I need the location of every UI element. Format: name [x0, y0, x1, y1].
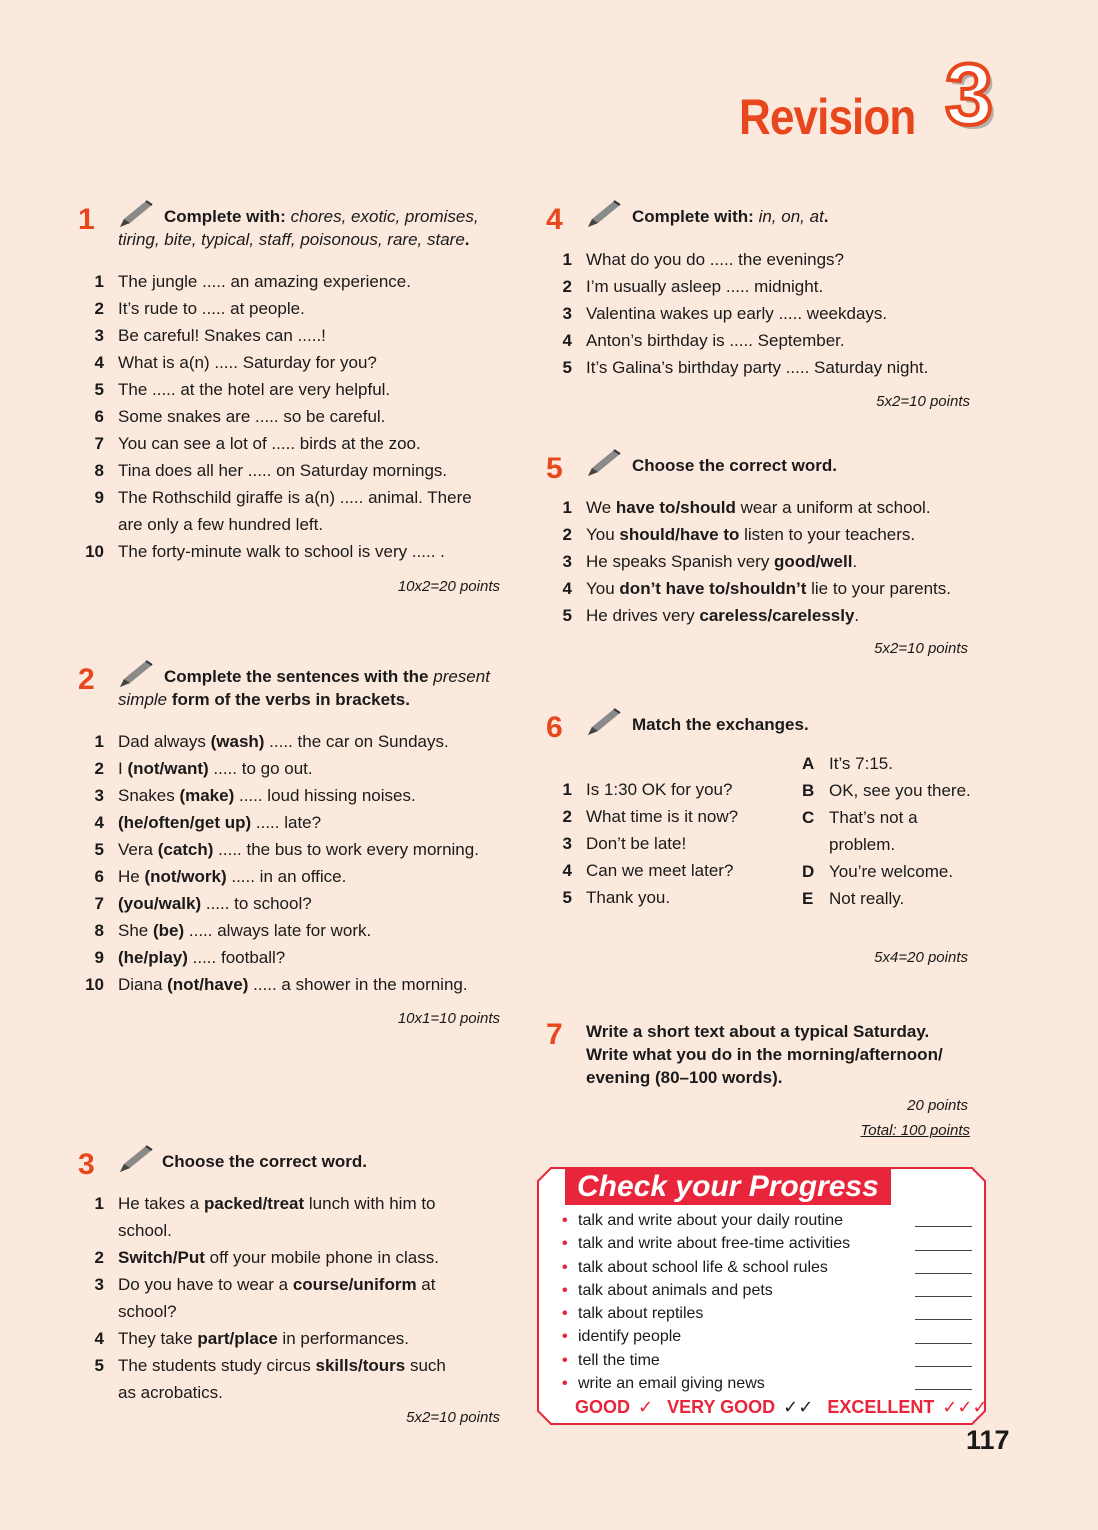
- item-text-post: lie to your parents.: [806, 579, 951, 598]
- exercise-item: [78, 728, 500, 755]
- exercise-item: [546, 884, 776, 911]
- item-text-bold: Switch/Put: [118, 1248, 205, 1267]
- check-mark-icon: ✓✓✓: [942, 1397, 988, 1417]
- item-text: You can see a lot of ..... birds at the zoo.: [118, 434, 421, 453]
- item-number: 5: [94, 840, 104, 859]
- exercise-1: [78, 205, 500, 600]
- item-number: 6: [94, 867, 104, 886]
- progress-item-label: talk about school life & school rules: [578, 1258, 828, 1276]
- answer-blank-line[interactable]: [915, 1226, 972, 1227]
- item-text-post: at school?: [118, 1275, 436, 1321]
- item-text-pre: She: [118, 921, 153, 940]
- item-number: 1: [562, 250, 572, 269]
- exercise-item: [78, 349, 500, 376]
- bullet-icon: •: [562, 1212, 568, 1229]
- progress-item-label: write an email giving news: [578, 1375, 765, 1393]
- bullet-icon: •: [562, 1351, 568, 1369]
- progress-list: [562, 1209, 972, 1395]
- progress-item-label: tell the time: [578, 1351, 660, 1369]
- exercise-item: [78, 1325, 468, 1352]
- exercise-item: [546, 246, 970, 273]
- exercise-instruction: Complete with: chores, exotic, promises, tiring, bite, typical, staff, poisonous, rare, stare.: [118, 207, 479, 249]
- item-text-pre: The students study circus: [118, 1356, 316, 1375]
- item-number: 3: [94, 1275, 104, 1294]
- exercise-number: 1: [78, 203, 95, 236]
- exercise-item: [546, 575, 970, 602]
- exercise-instruction: Complete the sentences with the present simple form of the verbs in brackets.: [118, 667, 490, 709]
- exercise-item: [78, 971, 500, 998]
- progress-item-label: talk and write about your daily routine: [578, 1212, 844, 1229]
- page-number: 117: [966, 1425, 1010, 1455]
- answer-blank-line[interactable]: [915, 1250, 972, 1251]
- item-text-post: ..... in an office.: [226, 867, 347, 886]
- exercise-item: [546, 300, 970, 327]
- item-text-bold: should/have to: [619, 525, 740, 544]
- item-number: 5: [562, 606, 572, 625]
- item-text: The ..... at the hotel are very helpful.: [118, 380, 391, 399]
- exercise-item: [78, 836, 500, 863]
- check-mark-icon: ✓✓: [783, 1397, 814, 1417]
- item-number: 5: [94, 1356, 104, 1375]
- item-number: 1: [562, 780, 572, 799]
- exercise-item: [546, 354, 970, 381]
- item-text: The jungle ..... an amazing experience.: [118, 272, 411, 291]
- exercise-3: [78, 1150, 500, 1430]
- exercise-item: [78, 484, 500, 538]
- bullet-icon: •: [562, 1258, 568, 1276]
- revision-title: Revision: [738, 89, 915, 145]
- progress-title: Check your Progress: [565, 1169, 891, 1205]
- exercise-item: [78, 376, 500, 403]
- exercise-item: [78, 917, 500, 944]
- match-left-list: [546, 776, 776, 911]
- item-list: [78, 728, 500, 998]
- item-number: 1: [562, 498, 572, 517]
- progress-item: [562, 1349, 972, 1372]
- check-your-progress-box: [537, 1167, 986, 1425]
- exercise-item: [546, 521, 970, 548]
- item-text: Anton’s birthday is ..... September.: [586, 331, 845, 350]
- exercise-item: [546, 548, 970, 575]
- exercise-item: [78, 944, 500, 971]
- progress-item: [562, 1209, 972, 1232]
- total-points-label: Total: 100 points: [860, 1122, 970, 1139]
- progress-item: [562, 1302, 972, 1325]
- exercise-number: 2: [78, 663, 95, 696]
- item-text: Is 1:30 OK for you?: [586, 780, 733, 799]
- item-text-bold: (he/often/get up): [118, 813, 252, 832]
- exercise-item: [78, 457, 500, 484]
- exercise-item: [546, 776, 776, 803]
- progress-item-label: identify people: [578, 1328, 682, 1346]
- item-text-pre: Snakes: [118, 786, 180, 805]
- item-text-bold: (not/have): [167, 975, 249, 994]
- item-text: Not really.: [829, 889, 905, 908]
- item-number: D: [802, 862, 815, 881]
- progress-item: [562, 1232, 972, 1255]
- item-text-post: wear a uniform at school.: [735, 498, 931, 517]
- item-text-bold: have to/should: [615, 498, 736, 517]
- item-number: 2: [562, 277, 572, 296]
- item-text: OK, see you there.: [829, 781, 971, 800]
- pencil-icon: [584, 707, 624, 739]
- exercise-item: [78, 1244, 468, 1271]
- item-text-post: lunch with him to school.: [118, 1194, 436, 1240]
- item-text-pre: He: [118, 867, 145, 886]
- item-text-pre: You: [586, 525, 620, 544]
- points-label: 10x1=10 points: [397, 1010, 500, 1027]
- item-text-post: ..... late?: [251, 813, 322, 832]
- item-text: It’s 7:15.: [829, 754, 893, 773]
- item-text-pre: He speaks Spanish very: [586, 552, 775, 571]
- item-text-bold: (catch): [157, 840, 214, 859]
- exercise-item: [802, 750, 972, 777]
- item-text-bold: (he/play): [118, 948, 188, 967]
- bullet-icon: •: [562, 1328, 568, 1346]
- bullet-icon: •: [562, 1235, 568, 1253]
- item-text: Don’t be late!: [586, 834, 687, 853]
- exercise-2: [78, 665, 500, 1030]
- points-label: 20 points: [907, 1097, 968, 1114]
- item-text-post: ..... to go out.: [208, 759, 313, 778]
- progress-item-label: talk and write about free-time activities: [578, 1235, 851, 1253]
- exercise-item: [78, 538, 500, 565]
- item-text-post: in performances.: [277, 1329, 410, 1348]
- item-text-bold: careless/carelessly: [699, 606, 855, 625]
- item-text: Valentina wakes up early ..... weekdays.: [586, 304, 888, 323]
- exercise-number: 5: [546, 452, 563, 485]
- item-text-post: .: [852, 552, 858, 571]
- exercise-6: [546, 713, 970, 973]
- item-text: The forty-minute walk to school is very ..... .: [118, 542, 445, 561]
- item-number: C: [802, 808, 815, 827]
- item-number: 4: [94, 353, 104, 372]
- bullet-icon: •: [562, 1375, 568, 1393]
- item-number: 10: [85, 975, 104, 994]
- item-text-pre: He takes a: [118, 1194, 204, 1213]
- item-number: 2: [562, 525, 572, 544]
- page-header: [693, 47, 993, 145]
- exercise-item: [78, 809, 500, 836]
- item-number: 2: [94, 299, 104, 318]
- item-number: 5: [94, 380, 104, 399]
- exercise-number: 7: [546, 1018, 563, 1051]
- legend-label: GOOD: [575, 1397, 631, 1417]
- item-text: The Rothschild giraffe is a(n) ..... animal. There are only a few hundred left.: [118, 488, 472, 534]
- answer-blank-line[interactable]: [915, 1296, 972, 1297]
- item-number: B: [802, 781, 815, 800]
- item-text: What do you do ..... the evenings?: [586, 250, 844, 269]
- exercise-instruction: Complete with: in, on, at.: [632, 207, 829, 226]
- legend-label: VERY GOOD: [667, 1397, 776, 1417]
- item-text: Thank you.: [586, 888, 671, 907]
- item-text-pre: You: [586, 579, 620, 598]
- exercise-item: [78, 863, 500, 890]
- exercise-item: [78, 1352, 468, 1406]
- item-number: E: [802, 889, 814, 908]
- item-text: Be careful! Snakes can .....!: [118, 326, 326, 345]
- item-list: [78, 268, 500, 565]
- pencil-icon: [116, 1144, 156, 1176]
- exercise-item: [802, 777, 972, 804]
- item-text-bold: don’t have to/shouldn’t: [619, 579, 807, 598]
- item-number: 1: [94, 732, 104, 751]
- item-number: 1: [94, 272, 104, 291]
- item-text-pre: Vera: [118, 840, 158, 859]
- item-text: That’s not a problem.: [829, 808, 918, 854]
- item-text: It’s rude to ..... at people.: [118, 299, 305, 318]
- item-number: 9: [94, 488, 104, 507]
- item-text-pre: Dad always: [118, 732, 211, 751]
- item-text-bold: (be): [152, 921, 185, 940]
- item-number: 4: [94, 1329, 104, 1348]
- item-text: What time is it now?: [586, 807, 739, 826]
- item-text-bold: skills/tours: [315, 1356, 406, 1375]
- item-list: [78, 1190, 468, 1406]
- item-number: 2: [562, 807, 572, 826]
- answer-blank-line[interactable]: [915, 1389, 972, 1390]
- item-number: A: [802, 754, 815, 773]
- item-text-post: listen to your teachers.: [739, 525, 916, 544]
- item-number: 4: [562, 331, 572, 350]
- exercise-5: [546, 454, 970, 659]
- points-label: 5x2=10 points: [406, 1409, 500, 1426]
- exercise-instruction: Choose the correct word.: [632, 456, 837, 475]
- points-label: 10x2=20 points: [397, 578, 500, 595]
- exercise-7: [546, 1020, 970, 1142]
- item-number: 8: [94, 461, 104, 480]
- item-text-bold: (wash): [210, 732, 265, 751]
- points-label: 5x2=10 points: [874, 640, 968, 657]
- progress-item: [562, 1325, 972, 1348]
- item-text-bold: course/uniform: [292, 1275, 417, 1294]
- exercise-item: [546, 273, 970, 300]
- item-text-bold: (not/want): [127, 759, 209, 778]
- item-number: 2: [94, 1248, 104, 1267]
- item-number: 4: [94, 813, 104, 832]
- exercise-item: [802, 885, 972, 912]
- match-right-list: [802, 750, 972, 912]
- exercise-item: [546, 494, 970, 521]
- exercise-number: 6: [546, 711, 563, 744]
- exercise-item: [546, 602, 970, 629]
- bullet-icon: •: [562, 1281, 568, 1299]
- exercise-item: [78, 1271, 468, 1325]
- item-text-post: such as acrobatics.: [118, 1356, 446, 1402]
- bullet-icon: •: [562, 1305, 568, 1323]
- answer-blank-line[interactable]: [915, 1273, 972, 1274]
- answer-blank-line[interactable]: [915, 1343, 972, 1344]
- item-text-bold: (you/walk): [118, 894, 202, 913]
- exercise-item: [78, 782, 500, 809]
- item-text: What is a(n) ..... Saturday for you?: [118, 353, 377, 372]
- item-number: 5: [562, 358, 572, 377]
- item-text-bold: (make): [179, 786, 235, 805]
- progress-legend: [575, 1397, 1002, 1418]
- item-number: 3: [562, 834, 572, 853]
- exercise-item: [78, 295, 500, 322]
- pencil-icon: [584, 448, 624, 480]
- item-text-pre: Do you have to wear a: [118, 1275, 293, 1294]
- item-number: 10: [85, 542, 104, 561]
- item-number: 6: [94, 407, 104, 426]
- exercise-item: [78, 403, 500, 430]
- exercise-item: [546, 830, 776, 857]
- item-number: 3: [562, 552, 572, 571]
- item-number: 7: [94, 894, 104, 913]
- pencil-icon: [584, 199, 624, 231]
- points-label: 5x4=20 points: [874, 949, 968, 966]
- item-number: 1: [94, 1194, 104, 1213]
- exercise-instruction: Choose the correct word.: [162, 1152, 367, 1171]
- item-text-post: ..... always late for work.: [184, 921, 372, 940]
- exercise-item: [78, 268, 500, 295]
- progress-item-label: talk about animals and pets: [578, 1281, 773, 1299]
- item-text: I’m usually asleep ..... midnight.: [586, 277, 824, 296]
- exercise-instruction: Match the exchanges.: [632, 715, 809, 734]
- progress-item: [562, 1279, 972, 1302]
- check-mark-icon: ✓: [638, 1397, 654, 1417]
- item-number: 9: [94, 948, 104, 967]
- item-text: Can we meet later?: [586, 861, 734, 880]
- item-text-pre: He drives very: [586, 606, 700, 625]
- item-text-bold: packed/treat: [204, 1194, 305, 1213]
- item-number: 3: [94, 786, 104, 805]
- exercise-4: [546, 205, 970, 415]
- exercise-item: [78, 322, 500, 349]
- item-text-bold: (not/work): [144, 867, 227, 886]
- answer-blank-line[interactable]: [915, 1319, 972, 1320]
- exercise-item: [546, 803, 776, 830]
- item-text: It’s Galina’s birthday party ..... Saturday night.: [586, 358, 929, 377]
- item-text: Tina does all her ..... on Saturday mornings.: [118, 461, 448, 480]
- legend-label: EXCELLENT: [827, 1397, 935, 1417]
- exercise-item: [546, 327, 970, 354]
- item-text-pre: They take: [118, 1329, 198, 1348]
- progress-item: [562, 1256, 972, 1279]
- item-number: 4: [562, 861, 572, 880]
- item-text-bold: good/well: [774, 552, 853, 571]
- item-text-pre: I: [118, 759, 128, 778]
- item-list: [546, 494, 970, 629]
- item-text-post: ..... to school?: [201, 894, 312, 913]
- item-text-pre: Diana: [118, 975, 168, 994]
- item-text-post: ..... the car on Sundays.: [264, 732, 449, 751]
- exercise-item: [78, 755, 500, 782]
- progress-item-label: talk about reptiles: [578, 1305, 704, 1323]
- item-number: 4: [562, 579, 572, 598]
- exercise-number: 4: [546, 203, 563, 236]
- item-number: 2: [94, 759, 104, 778]
- progress-item: [562, 1372, 972, 1395]
- exercise-item: [78, 1190, 468, 1244]
- item-list: [546, 246, 970, 381]
- item-number: 3: [94, 326, 104, 345]
- exercise-item: [802, 804, 972, 858]
- exercise-item: [78, 430, 500, 457]
- points-label: 5x2=10 points: [876, 393, 970, 410]
- item-text-post: ..... football?: [187, 948, 286, 967]
- item-number: 7: [94, 434, 104, 453]
- item-text-post: .: [854, 606, 860, 625]
- item-text-post: ..... loud hissing noises.: [234, 786, 416, 805]
- item-text-pre: We: [586, 498, 616, 517]
- item-text: Some snakes are ..... so be careful.: [118, 407, 386, 426]
- item-number: 3: [562, 304, 572, 323]
- exercise-instruction: Write a short text about a typical Saturday. Write what you do in the morning/afternoon/ evening (80–100 words).: [586, 1022, 943, 1087]
- item-number: 5: [562, 888, 572, 907]
- exercise-item: [802, 858, 972, 885]
- item-text-post: ..... a shower in the morning.: [248, 975, 468, 994]
- item-text: You’re welcome.: [829, 862, 954, 881]
- item-text-bold: part/place: [197, 1329, 278, 1348]
- exercise-item: [78, 890, 500, 917]
- exercise-number: 3: [78, 1148, 95, 1181]
- revision-number: 3: [945, 47, 993, 143]
- answer-blank-line[interactable]: [915, 1366, 972, 1367]
- item-number: 8: [94, 921, 104, 940]
- item-text-post: ..... the bus to work every morning.: [213, 840, 479, 859]
- item-text-post: off your mobile phone in class.: [204, 1248, 439, 1267]
- exercise-item: [546, 857, 776, 884]
